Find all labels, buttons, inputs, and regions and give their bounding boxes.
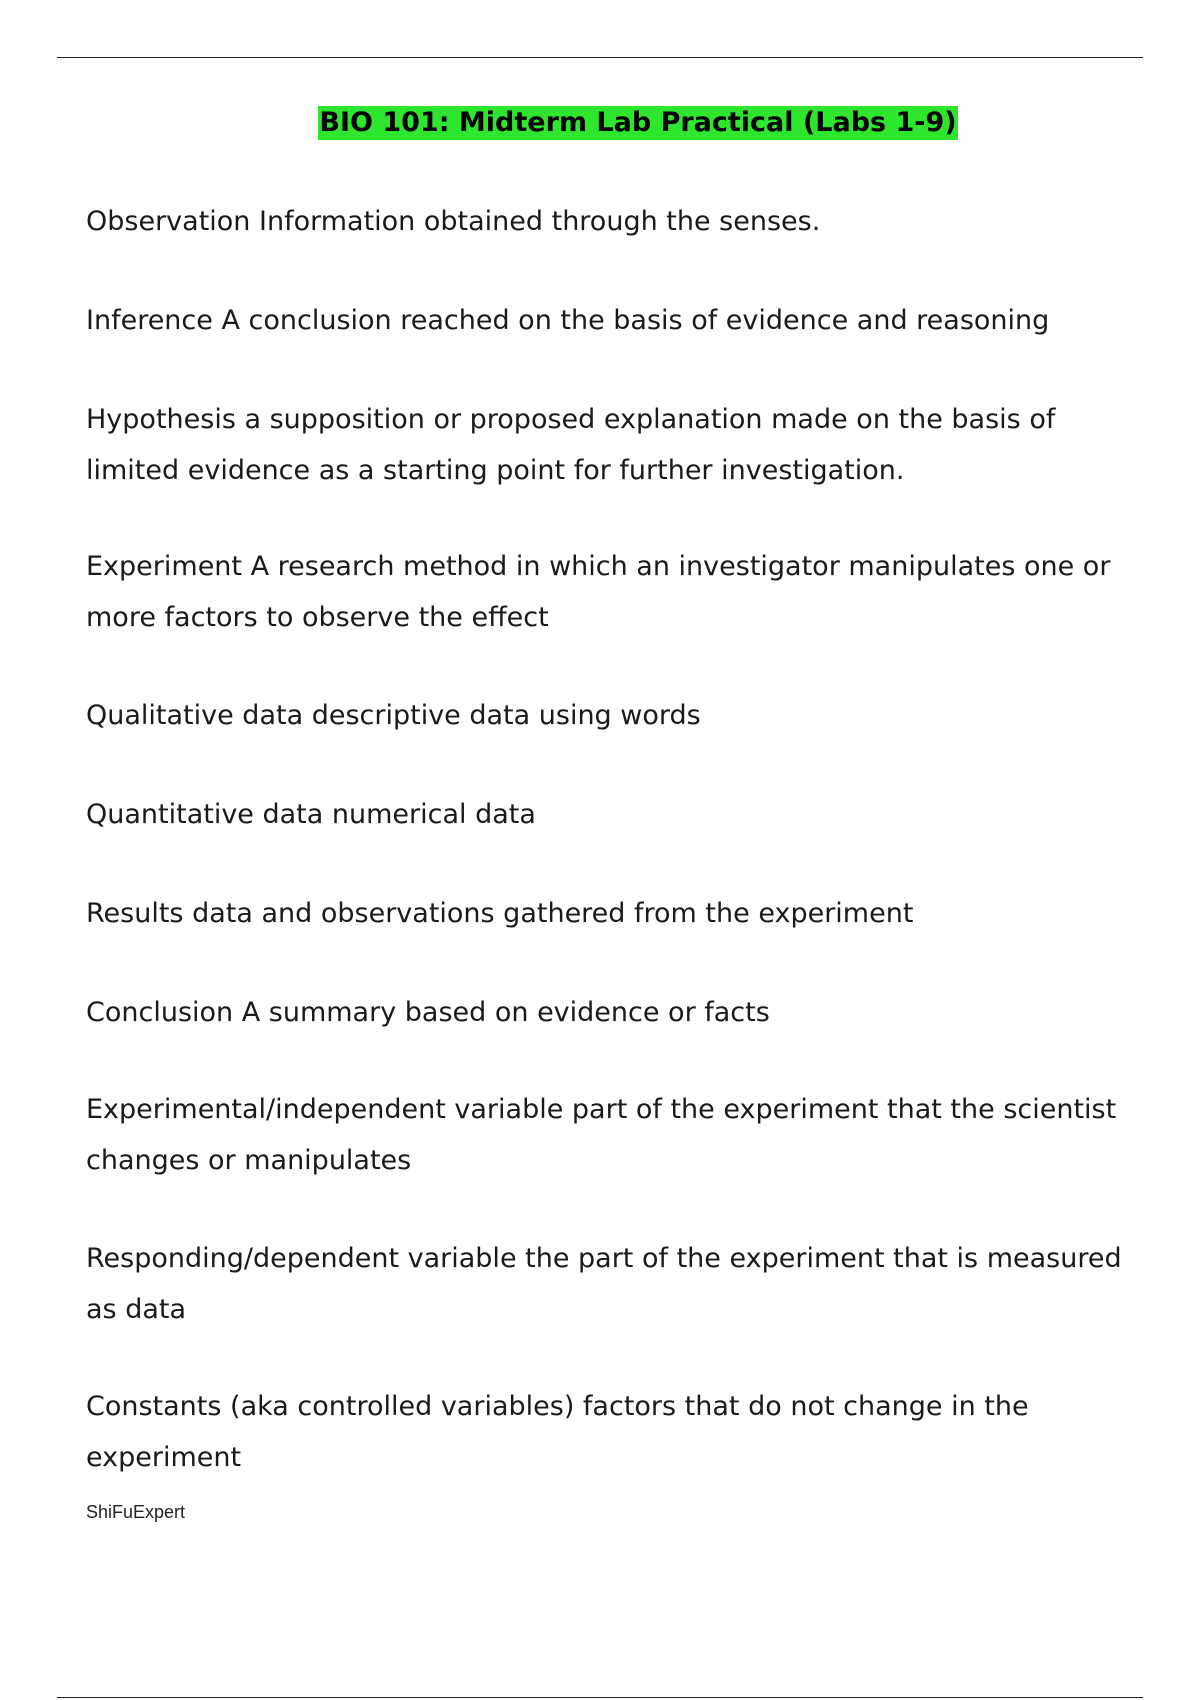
term-line: Conclusion A summary based on evidence or facts [86, 997, 770, 1028]
term-line: Observation Information obtained through the senses. [86, 206, 821, 237]
term-results [86, 889, 1176, 940]
term-constants [86, 1382, 1176, 1483]
term-line: changes or manipulates [86, 1144, 412, 1176]
term-line: experiment [86, 1441, 242, 1473]
term-line: Quantitative data numerical data [86, 799, 536, 830]
term-independent-variable [86, 1085, 1176, 1186]
term-line: Hypothesis a supposition or proposed explanation made on the basis of [86, 404, 1056, 435]
term-line: Results data and observations gathered from the experiment [86, 898, 914, 929]
term-hypothesis [86, 395, 1176, 496]
term-observation [86, 197, 1176, 248]
term-line: Qualitative data descriptive data using words [86, 700, 701, 731]
term-line: Experimental/independent variable part of the experiment that the scientist [86, 1094, 1117, 1125]
watermark-text: ShiFuExpert [86, 1502, 186, 1522]
term-line: Responding/dependent variable the part of the experiment that is measured [86, 1243, 1122, 1274]
term-quantitative-data [86, 790, 1176, 841]
term-line: as data [86, 1293, 187, 1325]
title-container [0, 106, 1200, 140]
term-qualitative-data [86, 691, 1176, 742]
term-experiment [86, 542, 1176, 643]
term-inference [86, 296, 1176, 347]
term-line: Experiment A research method in which an investigator manipulates one or [86, 551, 1111, 582]
footer-rule [57, 1697, 1143, 1698]
page-title: BIO 101: Midterm Lab Practical (Labs 1-9) [319, 107, 957, 138]
term-line: limited evidence as a starting point for further investigation. [86, 454, 905, 486]
term-dependent-variable [86, 1234, 1176, 1335]
term-line: Constants (aka controlled variables) factors that do not change in the [86, 1391, 1029, 1422]
term-line: Inference A conclusion reached on the basis of evidence and reasoning [86, 305, 1050, 336]
term-conclusion [86, 988, 1176, 1039]
term-line: more factors to observe the effect [86, 601, 549, 633]
header-rule [57, 57, 1143, 58]
